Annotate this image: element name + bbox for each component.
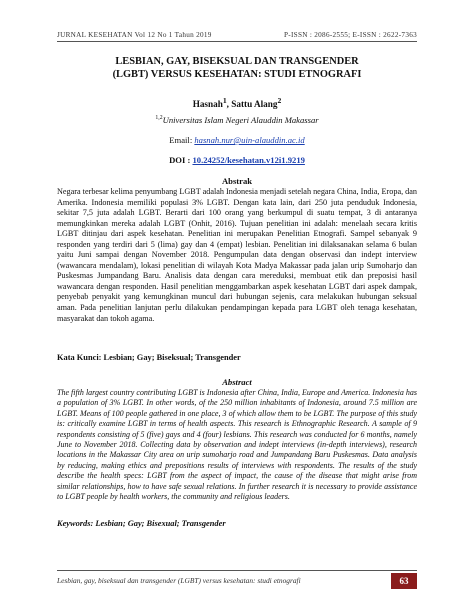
abstract-heading: Abstract [222,377,252,387]
running-header [57,31,417,39]
doi-label: DOI : [169,155,193,165]
issn: P-ISSN : 2086-2555; E-ISSN : 2622-7363 [284,31,417,39]
abstract-body: The fifth largest country contributing LGBT is Indonesia after China, India, Europe and America. Indonesia has a population of 3% LGBT. In other words, of the 250 million inhabitants of Indonesia, around 7.5 million are LGBT. Means of 100 people gathered in one place, 3 of which allow them to be LGBT. The purpose of this study is: critically examine LGBT in terms of health aspects. This research is Ethnographic Research. A sample of 9 respondents consisting of 5 (five) gays and 4 (four) lesbians. This research was conducted for 6 months, namely June to November 2018. Collecting data by observation and indept interviews (in-depth interviews), research locations in the Makassar City area on urip sumoharjo road and Jumpandang Baru Puskesmas. Data analysis by reducing, making ethics and prepositions results of interviews with respondents. The results of the study describe the health specs: LGBT from the aspect of impact, the cause of the disease that might arise from similar relationships, how to have safe sexual relations. In further research it is necessary to provide assistance to LGBT people by health workers, the community and religious leaders. [57,388,417,502]
title-line-1: LESBIAN, GAY, BISEKSUAL DAN TRANSGENDER [115,56,359,67]
header-divider [57,41,417,42]
affiliation-sup: 1,2 [155,115,163,122]
footer-divider [57,570,417,571]
abstrak-body: Negara terbesar kelima penyumbang LGBT adalah Indonesia menjadi setelah negara China, India, Eropa, dan Amerika. Indonesia memiliki populasi 3% LGBT. Dengan kata lain, dari 250 juta penduduk Indonesia, sekitar 7,5 juta adalah LGBT. Berarti dari 100 orang yang berkumpul di suatu tempat, 3 di antaranya memungkinkan mereka adalah LGBT (Onhit, 2016). Tujuan penelitian ini adalah: menelaah secara kritis LGBT ditinjau dari aspek kesehatan. Penelitian ini merupakan Penelitian Etnografi. Sampel sebanyak 9 responden yang terdiri dari 5 (lima) gay dan 4 (empat) lesbian. Penelitian ini dilaksanakan selama 6 bulan yaitu Juni sampai dengan November 2018. Pengumpulan data dengan observasi dan indept interview (wawancara mendalam), lokasi penelitian di wilayah Kota Madya Makassar pada jalan urip Sumoharjo dan Puskesmas Jumpandang Baru. Analisis data dengan cara mereduksi, membuat etik dan preposisi hasil wawancara dengan responden. Hasil penelitian menggambarkan aspek kesehatan LGBT dari aspek dampak, penyebab penyakit yang kemungkinan muncul dari hubungan sejenis, cara melakukan hubungan seksual aman. Pada penelitian lanjutan perlu dilakukan pendampingan kepada para LGBT oleh tenaga kesehatan, masyarakat dan tokoh agama. [57,187,417,323]
keywords: Keywords: Lesbian; Gay; Bisexual; Transgender [57,519,226,528]
abstrak-heading: Abstrak [221,176,253,186]
kata-kunci: Kata Kunci: Lesbian; Gay; Biseksual; Transgender [57,353,241,362]
running-footer: Lesbian, gay, biseksual dan transgender (LGBT) versus kesehatan: studi etnografi [57,576,301,585]
doi-line [0,155,474,165]
affiliation-text: Universitas Islam Negeri Alauddin Makassar [162,115,319,125]
title-line-2: (LGBT) VERSUS KESEHATAN: STUDI ETNOGRAFI [112,69,362,80]
doi-link[interactable]: 10.24252/kesehatan.v12i1.9219 [192,155,305,165]
journal-name: JURNAL KESEHATAN Vol 12 No 1 Tahun 2019 [57,31,212,39]
author-1-sup: 1 [222,96,227,105]
paper-title [30,55,444,81]
author-2-sup: 2 [277,96,282,105]
author-2: Sattu Alang [231,99,278,110]
page-number-badge: 63 [391,573,417,589]
email-line [0,135,474,145]
email-link[interactable]: hasnah.nur@uin-alauddin.ac.id [194,135,305,145]
authors [0,96,474,109]
author-1: Hasnah [192,99,223,110]
affiliation [0,115,474,125]
email-label: Email: [169,135,195,145]
author-separator: , [226,99,232,110]
